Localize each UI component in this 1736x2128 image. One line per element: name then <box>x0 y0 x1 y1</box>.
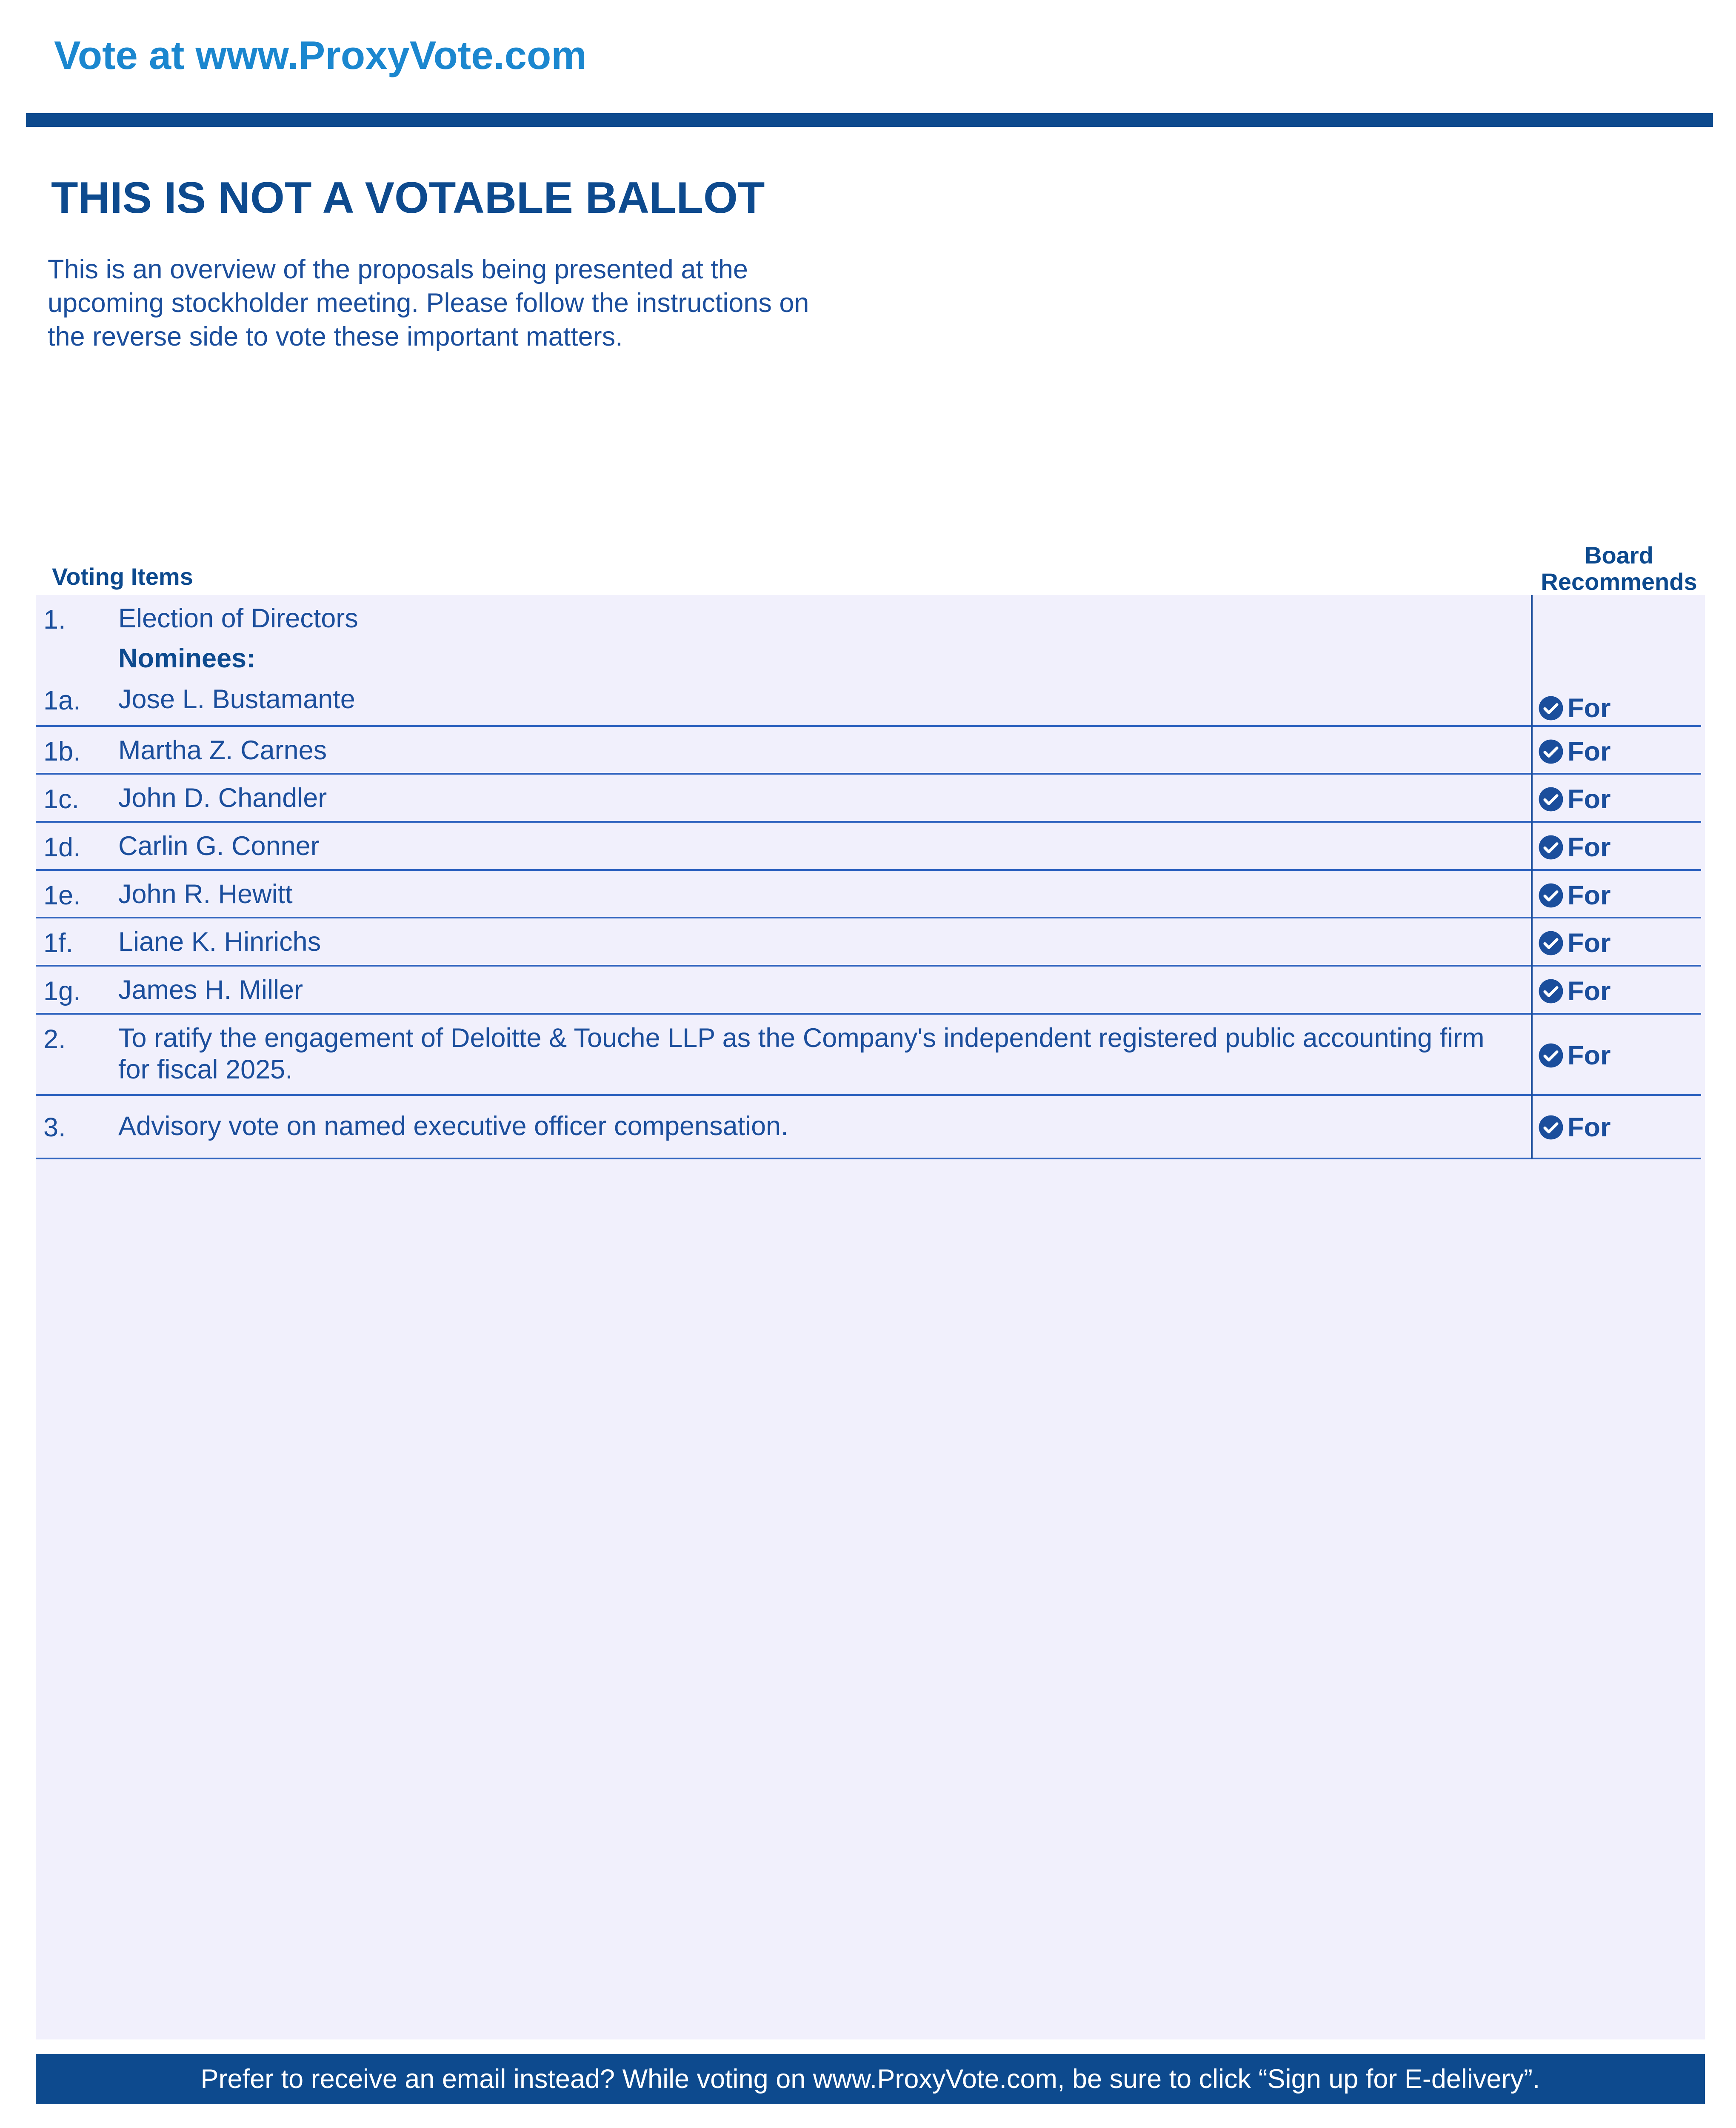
intro-text <box>48 253 882 354</box>
item-number: 1a. <box>43 686 81 715</box>
intro-line: upcoming stockholder meeting. Please follow the instructions on <box>48 288 809 318</box>
table-row <box>36 1015 1701 1096</box>
item-number: 1b. <box>43 737 81 767</box>
check-circle-icon <box>1538 1042 1564 1069</box>
board-recommendation <box>1538 693 1610 724</box>
item-label-line: To ratify the engagement of Deloitte & Touche LLP as the Company's independent registered public accounting firm <box>118 1023 1485 1053</box>
check-circle-icon <box>1538 930 1564 956</box>
board-recommendation <box>1538 976 1610 1007</box>
item-label: John R. Hewitt <box>118 879 293 909</box>
recommendation-value: For <box>1568 881 1611 910</box>
board-header-line: Board <box>1585 542 1653 569</box>
item-number: 2. <box>43 1024 66 1054</box>
table-row <box>36 823 1701 871</box>
board-recommendation <box>1538 832 1610 863</box>
voting-items-header: Voting Items <box>52 563 193 590</box>
item-number: 1. <box>43 605 66 635</box>
recommendation-value: For <box>1568 832 1611 862</box>
item-label-line: for fiscal 2025. <box>118 1055 293 1084</box>
table-row <box>36 967 1701 1015</box>
check-circle-icon <box>1538 978 1564 1004</box>
board-recommendation <box>1538 784 1610 815</box>
item-label: John D. Chandler <box>118 783 327 813</box>
item-label: Jose L. Bustamante <box>118 684 355 714</box>
recommendation-value: For <box>1568 1113 1611 1142</box>
table-row <box>36 667 1701 727</box>
item-label: Liane K. Hinrichs <box>118 927 321 957</box>
table-row <box>36 871 1701 918</box>
board-recommends-header <box>1528 542 1710 595</box>
check-circle-icon <box>1538 786 1564 812</box>
check-circle-icon <box>1538 882 1564 909</box>
recommendation-value: For <box>1568 784 1611 814</box>
item-number: 1e. <box>43 881 81 910</box>
proxyvote-link[interactable]: Vote at www.ProxyVote.com <box>54 33 587 77</box>
board-recommendation <box>1538 1040 1610 1071</box>
column-divider <box>1531 595 1533 1159</box>
check-circle-icon <box>1538 695 1564 721</box>
intro-line: the reverse side to vote these important matters. <box>48 322 623 352</box>
section-row <box>36 595 1701 673</box>
item-number: 1g. <box>43 976 81 1006</box>
board-recommendation <box>1538 736 1610 767</box>
item-number: 3. <box>43 1113 66 1142</box>
item-label <box>118 1022 1565 1085</box>
recommendation-value: For <box>1568 976 1611 1006</box>
item-number: 1c. <box>43 784 80 814</box>
footer-text: Prefer to receive an email instead? While voting on www.ProxyVote.com, be sure to click “Sign up for E-delivery”. <box>200 2064 1540 2094</box>
recommendation-value: For <box>1568 693 1611 723</box>
item-label: Carlin G. Conner <box>118 831 320 861</box>
board-header-line: Recommends <box>1541 568 1697 595</box>
footer-banner <box>36 2054 1705 2104</box>
recommendation-value: For <box>1568 928 1611 958</box>
item-label: Election of Directors <box>118 604 358 633</box>
nominees-label: Nominees: <box>118 644 256 673</box>
item-label: Advisory vote on named executive officer compensation. <box>118 1111 788 1141</box>
board-recommendation <box>1538 1112 1610 1143</box>
recommendation-value: For <box>1568 1041 1611 1070</box>
table-row <box>36 775 1701 823</box>
item-label: James H. Miller <box>118 975 303 1005</box>
item-number: 1d. <box>43 832 81 862</box>
page-title: THIS IS NOT A VOTABLE BALLOT <box>51 173 765 223</box>
board-recommendation <box>1538 880 1610 911</box>
item-label: Martha Z. Carnes <box>118 735 327 765</box>
intro-line: This is an overview of the proposals being presented at the <box>48 255 748 284</box>
header-rule <box>26 113 1713 127</box>
table-row <box>36 727 1701 775</box>
table-row <box>36 1096 1701 1159</box>
item-number: 1f. <box>43 928 74 958</box>
check-circle-icon <box>1538 834 1564 861</box>
table-row <box>36 918 1701 967</box>
recommendation-value: For <box>1568 737 1611 767</box>
board-recommendation <box>1538 928 1610 958</box>
check-circle-icon <box>1538 738 1564 765</box>
check-circle-icon <box>1538 1114 1564 1141</box>
